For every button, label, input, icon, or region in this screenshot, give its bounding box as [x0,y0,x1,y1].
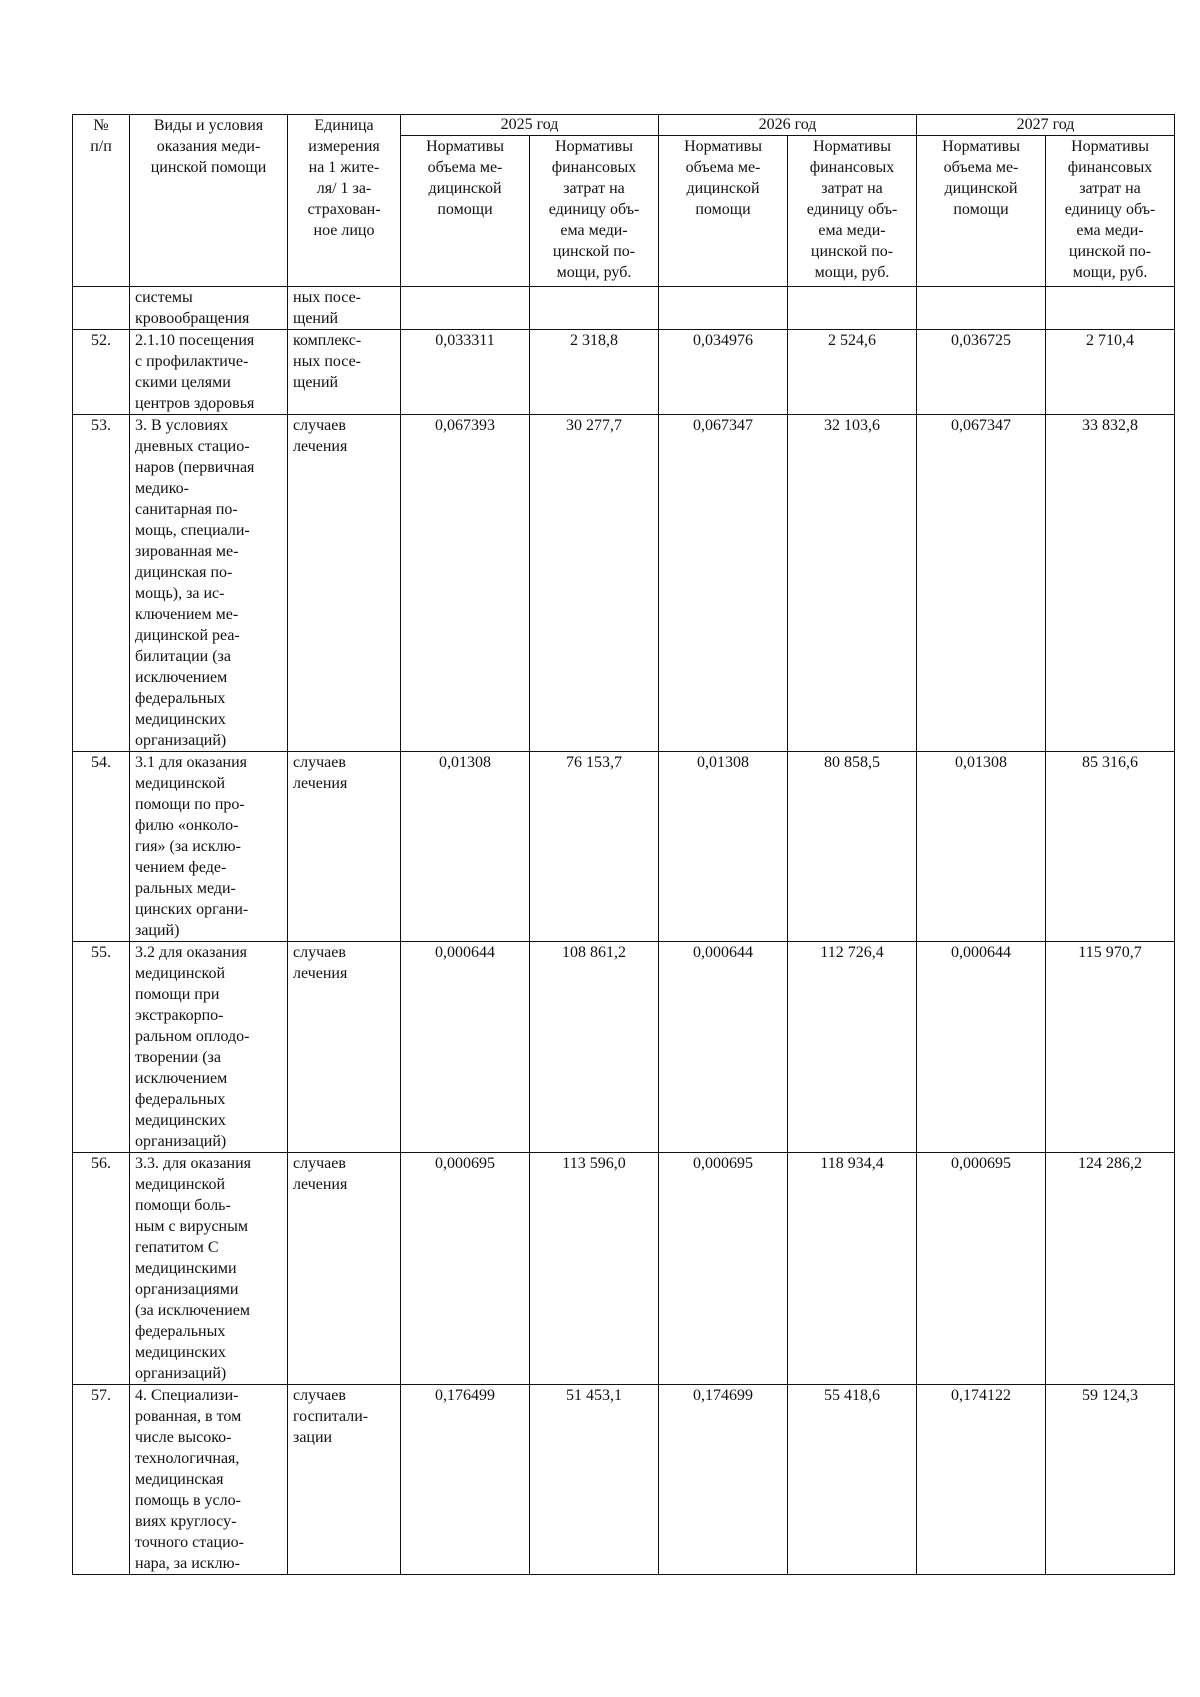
header-finance-norm [788,136,917,287]
cell-line: комплекс- [293,332,362,349]
table-row [73,942,1175,1153]
cell-line: с профилактиче- [135,353,249,370]
cell-line: ральном оплодо- [135,1028,250,1045]
table-row [73,752,1175,942]
cell-line: творении (за [135,1049,221,1066]
cell-line: финансовых [551,159,637,176]
row-volume-value: 0,176499 [401,1385,530,1575]
row-unit [288,752,401,942]
row-unit [288,1385,401,1575]
cell-line: зированная ме- [135,543,239,560]
cell-line: гепатитом С [135,1239,219,1256]
row-volume-value: 0,000695 [917,1153,1046,1385]
cell-line: федеральных [135,690,226,707]
cell-line: 4. Специализи- [135,1387,239,1404]
cell-line: организаций) [135,732,227,749]
cell-line: мощи, руб. [814,264,890,281]
row-volume-value: 0,067347 [917,415,1046,752]
cell-line: случаев [293,1155,346,1172]
cell-line: щений [293,374,339,391]
row-finance-value: 124 286,2 [1046,1153,1175,1385]
header-volume-norm [401,136,530,287]
row-finance-value: 113 596,0 [530,1153,659,1385]
table-header [73,115,1175,287]
row-finance-value: 76 153,7 [530,752,659,942]
header-volume-norm [917,136,1046,287]
header-unit [288,115,401,287]
header-year-2025: 2025 год [401,115,659,136]
cell-line: ема меди- [1076,222,1144,239]
header-text: Единица [314,117,374,134]
row-volume-value: 0,000644 [401,942,530,1153]
cell-line: затрат на [563,180,625,197]
cell-line: мощи, руб. [556,264,632,281]
row-volume-value: 0,036725 [917,330,1046,415]
row-finance-value: 108 861,2 [530,942,659,1153]
cell-line: лечения [293,965,348,982]
cell-line: 3. В условиях [135,417,229,434]
norms-table [72,114,1175,1575]
cell-line: 3.1 для оказания [135,754,248,771]
row-unit [288,415,401,752]
row-finance-value: 2 524,6 [788,330,917,415]
header-year-2026: 2026 год [659,115,917,136]
row-finance-value: 32 103,6 [788,415,917,752]
cell-line: лечения [293,438,348,455]
cell-line: 3.3. для оказания [135,1155,252,1172]
row-unit [288,330,401,415]
row-finance-value [1046,287,1175,330]
row-volume-value [659,287,788,330]
cell-line: медицинской [135,965,226,982]
cell-line: помощи [953,201,1009,218]
cell-line: объема ме- [427,159,503,176]
cell-line: помощь в усло- [135,1492,241,1509]
cell-line: (за исключением [135,1302,251,1319]
cell-line: мощи, руб. [1072,264,1148,281]
cell-line: случаев [293,754,346,771]
cell-line: мощь), за ис- [135,585,225,602]
cell-line: дицинской [428,180,502,197]
row-number: 56. [73,1153,130,1385]
cell-line: 3.2 для оказания [135,944,248,961]
cell-line: организаций) [135,1365,227,1382]
cell-line: медицинской [135,775,226,792]
cell-line: виях круглосу- [135,1513,237,1530]
cell-line: затрат на [821,180,883,197]
cell-line: госпитали- [293,1408,369,1425]
cell-line: случаев [293,944,346,961]
row-number: 55. [73,942,130,1153]
row-volume-value: 0,000644 [917,942,1046,1153]
row-finance-value: 55 418,6 [788,1385,917,1575]
cell-line: ных посе- [293,353,361,370]
cell-line: объема ме- [943,159,1019,176]
header-volume-norm [659,136,788,287]
row-volume-value: 0,034976 [659,330,788,415]
row-finance-value: 118 934,4 [788,1153,917,1385]
cell-line: ным с вирусным [135,1218,248,1235]
row-kind [130,287,288,330]
row-unit [288,1153,401,1385]
table-row [73,287,1175,330]
row-number: 57. [73,1385,130,1575]
row-volume-value: 0,174122 [917,1385,1046,1575]
row-volume-value: 0,000695 [659,1153,788,1385]
cell-line: цинских органи- [135,901,249,918]
cell-line: цинской по- [1068,243,1152,260]
row-kind [130,752,288,942]
cell-line: санитарная по- [135,501,238,518]
cell-line: дицинской [944,180,1018,197]
cell-line: зации [293,1429,333,1446]
row-kind [130,942,288,1153]
cell-line: Нормативы [942,138,1020,155]
row-finance-value: 115 970,7 [1046,942,1175,1153]
row-finance-value: 80 858,5 [788,752,917,942]
header-text: на 1 жите- [308,159,380,176]
cell-line: медицинских [135,1112,226,1129]
cell-line: федеральных [135,1091,226,1108]
header-text: оказания меди- [156,138,261,155]
row-unit [288,942,401,1153]
row-volume-value: 0,01308 [401,752,530,942]
cell-line: помощи при [135,986,220,1003]
cell-line: скими целями [135,374,231,391]
cell-line: цинской по- [810,243,894,260]
cell-line: единицу объ- [806,201,898,218]
row-finance-value: 30 277,7 [530,415,659,752]
cell-line: ных посе- [293,289,361,306]
row-number: 53. [73,415,130,752]
cell-line: объема ме- [685,159,761,176]
row-number [73,287,130,330]
cell-line: медико- [135,480,190,497]
cell-line: филю «онколо- [135,817,239,834]
cell-line: системы [135,289,193,306]
cell-line: технологичная, [135,1450,240,1467]
table-body [73,287,1175,1575]
cell-line: билитации (за [135,648,231,665]
cell-line: числе высоко- [135,1429,232,1446]
header-text: п/п [90,138,112,155]
cell-line: помощи [695,201,751,218]
cell-line: цинской по- [552,243,636,260]
cell-line: Нормативы [813,138,891,155]
header-text: измерения [308,138,380,155]
cell-line: точного стацио- [135,1534,244,1551]
row-volume-value: 0,01308 [659,752,788,942]
row-volume-value: 0,033311 [401,330,530,415]
row-number: 52. [73,330,130,415]
cell-line: ема меди- [560,222,628,239]
cell-line: исключением [135,669,228,686]
cell-line: дицинская по- [135,564,233,581]
row-finance-value: 85 316,6 [1046,752,1175,942]
cell-line: щений [293,310,339,327]
cell-line: мощь, специали- [135,522,250,539]
cell-line: финансовых [809,159,895,176]
header-text: № [93,117,109,134]
header-year-2027: 2027 год [917,115,1175,136]
row-kind [130,1153,288,1385]
row-finance-value [530,287,659,330]
cell-line: помощи [437,201,493,218]
cell-line: медицинской [135,1176,226,1193]
row-volume-value [401,287,530,330]
row-volume-value: 0,000695 [401,1153,530,1385]
row-kind [130,1385,288,1575]
cell-line: медицинских [135,711,226,728]
cell-line: нара, за исклю- [135,1555,240,1572]
row-volume-value: 0,067347 [659,415,788,752]
header-text: цинской помощи [150,159,267,176]
cell-line: Нормативы [555,138,633,155]
cell-line: случаев [293,1387,346,1404]
header-finance-norm [1046,136,1175,287]
row-volume-value: 0,067393 [401,415,530,752]
table-row [73,330,1175,415]
header-text: ное лицо [313,222,375,239]
cell-line: организаций) [135,1133,227,1150]
row-finance-value: 51 453,1 [530,1385,659,1575]
cell-line: медицинская [135,1471,224,1488]
cell-line: дицинской [686,180,760,197]
table-row [73,415,1175,752]
header-text: ля/ 1 за- [316,180,372,197]
cell-line: финансовых [1067,159,1153,176]
row-finance-value: 112 726,4 [788,942,917,1153]
header-text: страхован- [307,201,381,218]
cell-line: заций) [135,922,180,939]
cell-line: дицинской реа- [135,627,240,644]
table-row [73,1385,1175,1575]
cell-line: ральных меди- [135,880,236,897]
row-finance-value: 59 124,3 [1046,1385,1175,1575]
cell-line: федеральных [135,1323,226,1340]
cell-line: случаев [293,417,346,434]
header-row-years [73,115,1175,136]
row-finance-value: 2 710,4 [1046,330,1175,415]
cell-line: 2.1.10 посещения [135,332,255,349]
cell-line: кровообращения [135,310,250,327]
cell-line: экстракорпо- [135,1007,224,1024]
row-finance-value [788,287,917,330]
cell-line: лечения [293,1176,348,1193]
cell-line: ключением ме- [135,606,239,623]
cell-line: помощи боль- [135,1197,231,1214]
row-finance-value: 2 318,8 [530,330,659,415]
row-volume-value: 0,01308 [917,752,1046,942]
cell-line: медицинских [135,1344,226,1361]
cell-line: организациями [135,1281,239,1298]
cell-line: дневных стацио- [135,438,250,455]
row-number: 54. [73,752,130,942]
header-finance-norm [530,136,659,287]
cell-line: затрат на [1079,180,1141,197]
cell-line: наров (первичная [135,459,255,476]
row-finance-value: 33 832,8 [1046,415,1175,752]
row-volume-value: 0,174699 [659,1385,788,1575]
header-text: Виды и условия [153,117,264,134]
header-kind [130,115,288,287]
cell-line: ема меди- [818,222,886,239]
row-unit [288,287,401,330]
row-volume-value: 0,000644 [659,942,788,1153]
cell-line: исключением [135,1070,228,1087]
row-volume-value [917,287,1046,330]
cell-line: Нормативы [1071,138,1149,155]
cell-line: рованная, в том [135,1408,242,1425]
row-kind [130,330,288,415]
cell-line: лечения [293,775,348,792]
cell-line: Нормативы [684,138,762,155]
table-row [73,1153,1175,1385]
cell-line: гия» (за исклю- [135,838,241,855]
cell-line: помощи по про- [135,796,245,813]
cell-line: Нормативы [426,138,504,155]
cell-line: чением феде- [135,859,227,876]
row-kind [130,415,288,752]
cell-line: единицу объ- [1064,201,1156,218]
cell-line: центров здоровья [135,395,255,412]
cell-line: медицинскими [135,1260,237,1277]
cell-line: единицу объ- [548,201,640,218]
header-number [73,115,130,287]
